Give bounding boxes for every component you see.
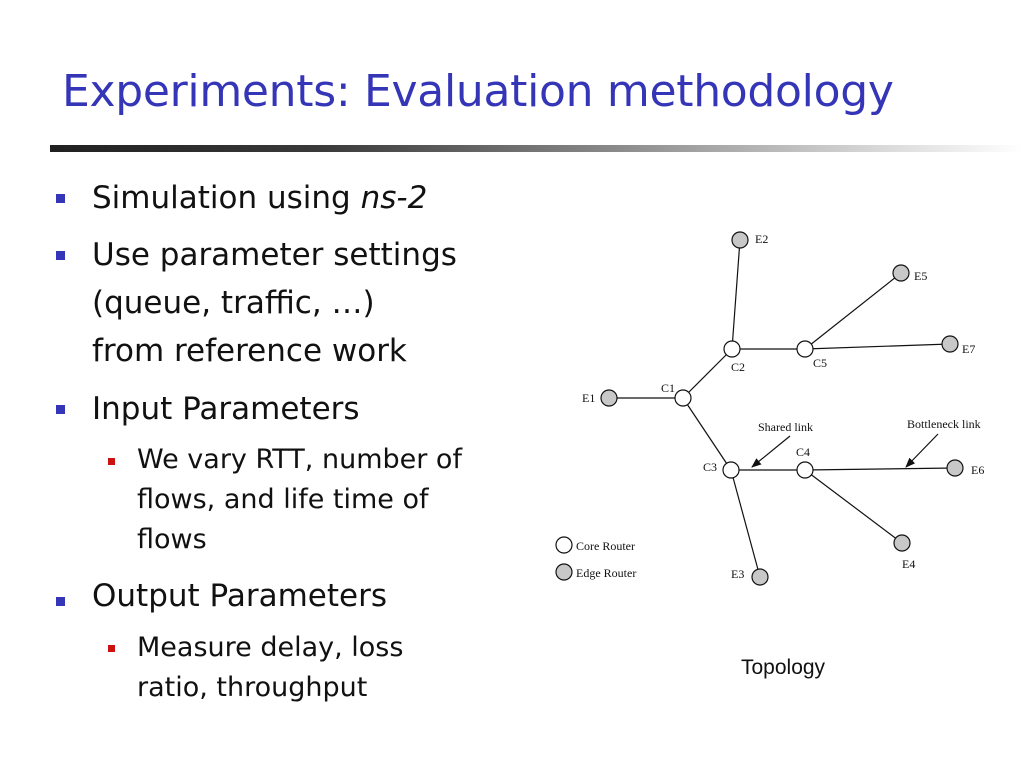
legend-core-router-icon <box>556 537 572 553</box>
sub-bullet-marker <box>108 645 115 652</box>
sub-bullet-line: We vary RTT, number of <box>137 444 462 475</box>
bullet-line: Input Parameters <box>92 391 360 427</box>
label-e7: E7 <box>962 342 976 356</box>
bullet-line: from reference work <box>92 333 407 369</box>
sub-bullet-marker <box>108 458 115 465</box>
topology-diagram <box>545 220 1015 600</box>
legend-edge-router-label: Edge Router <box>576 566 637 580</box>
bullet-line: Use parameter settings <box>92 237 457 273</box>
edge-router-e2 <box>732 232 748 248</box>
label-e6: E6 <box>971 463 985 477</box>
bullet-marker <box>56 405 65 414</box>
bullet-italic-text: ns-2 <box>360 180 428 216</box>
label-c3: C3 <box>703 460 718 474</box>
bottleneck-link-arrow <box>906 434 938 467</box>
core-router-c5 <box>797 341 813 357</box>
sub-bullet-line: ratio, throughput <box>137 672 368 703</box>
label-c2: C2 <box>731 360 746 374</box>
bullet-text: Simulation using <box>92 180 361 216</box>
bullet-line: (queue, traffic, …) <box>92 285 375 321</box>
shared-link-arrow <box>752 436 790 467</box>
label-e4: E4 <box>902 557 916 571</box>
links <box>609 240 955 577</box>
bullet-item <box>92 174 427 222</box>
sub-bullet-line: flows <box>137 524 207 555</box>
link-c3-e3 <box>731 470 760 577</box>
link-c4-e6 <box>805 468 955 470</box>
bullet-marker <box>56 597 65 606</box>
core-router-c3 <box>723 462 739 478</box>
page-title: Experiments: Evaluation methodology <box>62 66 894 117</box>
core-router-c2 <box>724 341 740 357</box>
label-e1: E1 <box>582 391 596 405</box>
bullet-marker <box>56 194 65 203</box>
label-e5: E5 <box>914 269 928 283</box>
link-c5-e7 <box>805 344 950 349</box>
core-router-c4 <box>797 462 813 478</box>
bullet-line: Output Parameters <box>92 578 387 614</box>
edge-router-e4 <box>894 535 910 551</box>
title-divider <box>50 145 1024 152</box>
edge-router-e1 <box>601 390 617 406</box>
edge-router-e6 <box>947 460 963 476</box>
diagram-caption: Topology <box>741 656 826 679</box>
sub-bullet-line: flows, and life time of <box>137 484 429 515</box>
legend-core-router-label: Core Router <box>576 539 635 553</box>
shared-link-label: Shared link <box>758 420 813 434</box>
legend-edge-router-icon <box>556 564 572 580</box>
edge-router-e7 <box>942 336 958 352</box>
label-c5: C5 <box>813 356 828 370</box>
link-c1-c2 <box>683 349 732 398</box>
label-e3: E3 <box>731 567 745 581</box>
link-c5-e5 <box>805 273 901 349</box>
core-router-c1 <box>675 390 691 406</box>
label-c1: C1 <box>661 381 676 395</box>
sub-bullet-line: Measure delay, loss <box>137 632 404 663</box>
bullet-marker <box>56 251 65 260</box>
edge-router-e3 <box>752 569 768 585</box>
bottleneck-link-label: Bottleneck link <box>907 417 981 431</box>
label-c4: C4 <box>796 445 811 459</box>
label-e2: E2 <box>755 232 769 246</box>
edge-router-e5 <box>893 265 909 281</box>
link-c4-e4 <box>805 470 902 543</box>
link-c2-e2 <box>732 240 740 349</box>
legend <box>556 537 636 580</box>
